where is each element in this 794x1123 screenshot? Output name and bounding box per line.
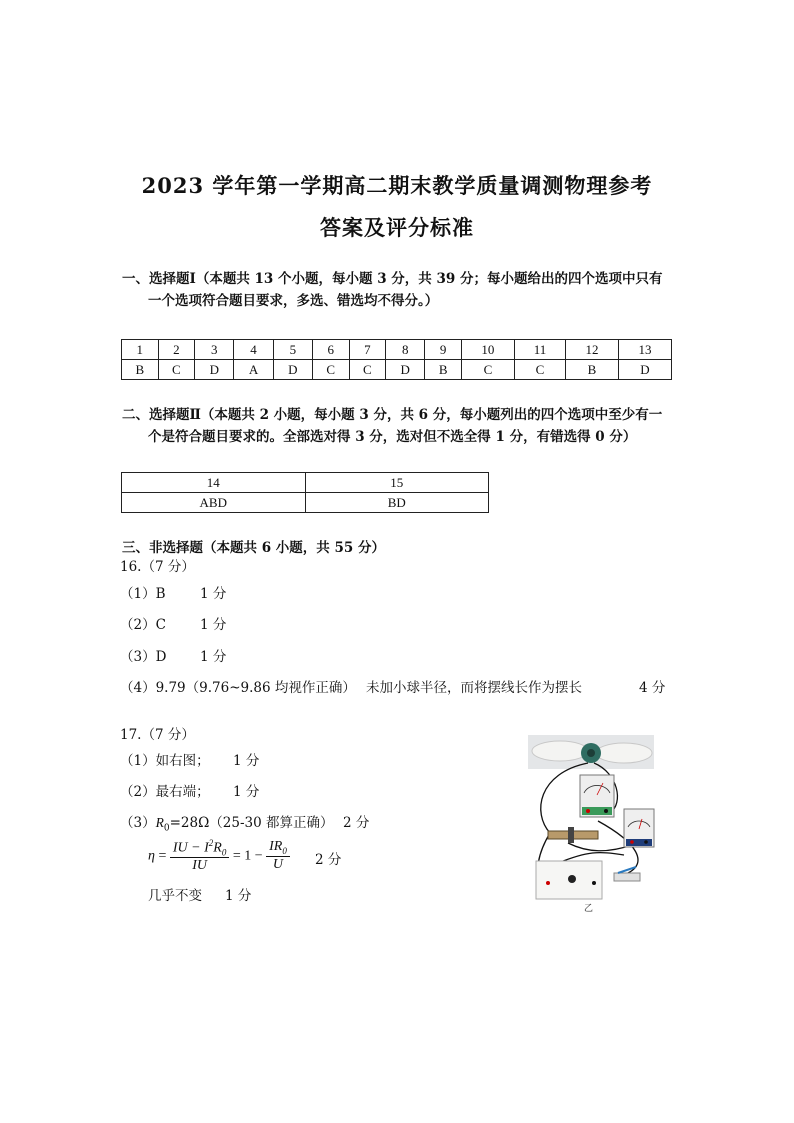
table-cell: 2 [158,340,195,360]
table-cell: 12 [566,340,619,360]
q16-item2-score: 1 分 [200,617,227,633]
q16-item2-label: （2）C [120,617,166,633]
q16-heading: 16.（7 分） [120,559,195,575]
section2-heading-cont: 个是符合题目要求的。全部选对得 3 分，选对但不选全得 1 分，有错选得 0 分） [148,429,637,445]
q16-item1-score: 1 分 [200,586,227,602]
power-supply-icon [536,861,602,899]
table-row [122,360,672,380]
fan-icon [528,735,654,769]
table-cell: 7 [349,340,386,360]
table-cell: 6 [312,340,349,360]
q16-item4-label: （4）9.79（9.76~9.86 均视作正确） [120,680,356,696]
fraction-1: $\frac{IU - I^2R_0}{IU}$ [170,838,229,874]
table-cell: 9 [425,340,462,360]
table-cell: 15 [305,473,489,493]
formula-score: 2 分 [315,852,342,868]
table-cell: 11 [514,340,565,360]
r0-symbol: R [155,815,164,830]
fraction-2: $\frac{IR_0}{U}$ [266,839,290,873]
table-cell: 10 [461,340,514,360]
table-cell: A [234,360,273,380]
doc-title-line1: 2023 学年第一学期高二期末教学质量调测物理参考 [141,173,653,198]
q17-heading: 17.（7 分） [120,727,195,743]
table-cell: B [566,360,619,380]
doc-title-line2: 答案及评分标准 [320,215,474,240]
table-cell: D [618,360,671,380]
answer-table-1 [121,339,672,380]
table-cell: D [195,360,234,380]
table-cell: C [461,360,514,380]
q17-item2-score: 1 分 [233,784,260,800]
q16-item3-label: （3）D [120,649,167,665]
table-cell: ABD [122,493,306,513]
q16-item3-score: 1 分 [200,649,227,665]
section3-heading: 三、非选择题（本题共 6 小题，共 55 分） [122,540,385,556]
q17-item3-prefix: （3） [120,815,156,831]
table-cell: 13 [618,340,671,360]
table-cell: C [514,360,565,380]
answer-table-2 [121,472,489,513]
table-row [122,340,672,360]
q17-item5-label: 几乎不变 [148,888,202,904]
efficiency-formula: η = $\frac{IU - I^2R_0}{IU}$ = 1 − $\frac{IR_0}{U}$ [148,838,290,874]
table-cell: 1 [122,340,159,360]
table-cell: C [349,360,386,380]
table-cell: 5 [273,340,312,360]
q17-item2-label: （2）最右端； [120,784,210,800]
section1-heading: 一、选择题Ⅰ（本题共 13 个小题，每小题 3 分，共 39 分；每小题给出的四个选项中只有 [122,271,663,287]
r0-subscript: 0 [163,823,170,834]
table-cell: C [158,360,195,380]
q17-item3-value: =28Ω（25-30 都算正确） [169,815,334,831]
q17-item3 [120,813,333,839]
meter-icon [580,775,614,817]
table-cell: B [122,360,159,380]
table-cell: B [425,360,462,380]
q16-item1-label: （1）B [120,586,166,602]
table-cell: 4 [234,340,273,360]
table-cell: 3 [195,340,234,360]
circuit-photo [528,733,656,915]
q17-item1-label: （1）如右图； [120,753,210,769]
table-cell: 8 [386,340,425,360]
table-row [122,473,489,493]
meter-icon [624,809,654,847]
q17-item1-score: 1 分 [233,753,260,769]
table-cell: BD [305,493,489,513]
q16-item4-reason: 未加小球半径，而将摆线长作为摆长 [366,680,582,696]
table-row [122,493,489,513]
table-cell: C [312,360,349,380]
figure-label: 乙 [584,904,594,914]
q16-item4-score: 4 分 [639,680,666,696]
table-cell: 14 [122,473,306,493]
q17-item5-score: 1 分 [225,888,252,904]
section1-heading-cont: 一个选项符合题目要求，多选、错选均不得分。） [148,293,439,309]
table-cell: D [273,360,312,380]
section2-heading: 二、选择题Ⅱ（本题共 2 小题，每小题 3 分，共 6 分，每小题列出的四个选项中至少有一 [122,407,663,423]
q17-item3-score: 2 分 [343,815,370,831]
table-cell: D [386,360,425,380]
